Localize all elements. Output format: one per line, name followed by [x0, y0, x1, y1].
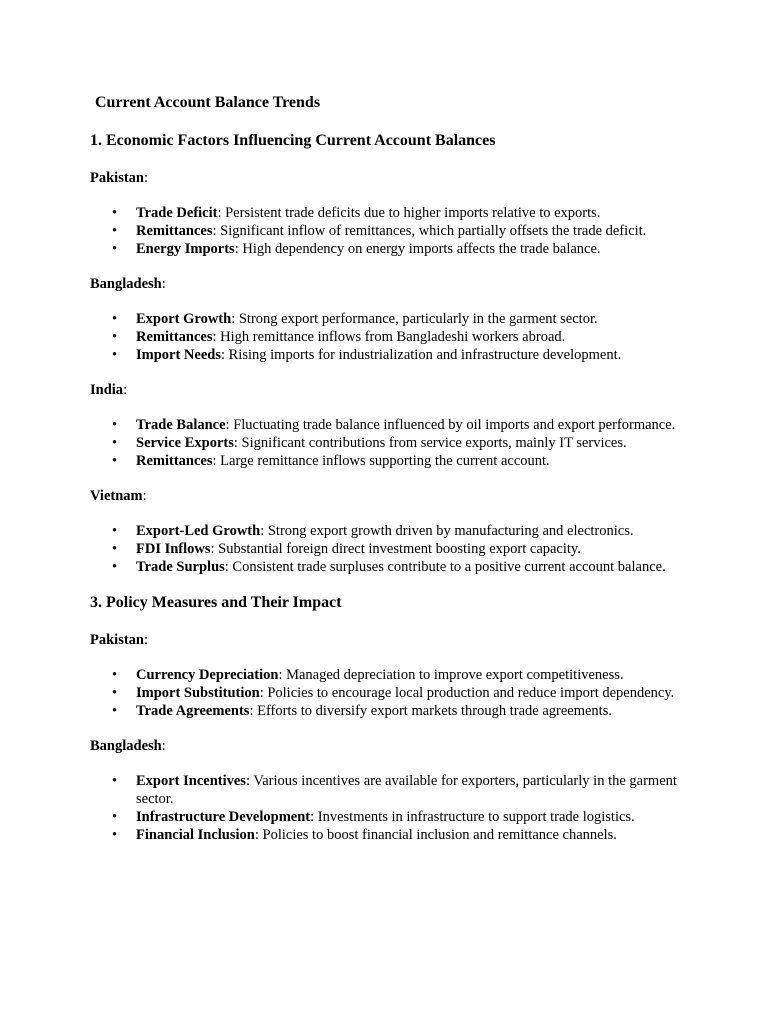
item-desc: : Investments in infrastructure to support trade logistics.: [310, 809, 635, 825]
bullet-list-bangladesh-factors: [90, 310, 680, 364]
item-term: Trade Agreements: [136, 703, 250, 719]
list-item: [136, 702, 680, 720]
item-term: Import Needs: [136, 347, 221, 363]
item-desc: : Substantial foreign direct investment boosting export capacity.: [210, 541, 581, 557]
item-desc: : Fluctuating trade balance influenced by oil imports and export performance.: [225, 417, 676, 433]
item-term: Import Substitution: [136, 685, 260, 701]
country-name: India: [90, 382, 124, 398]
item-term: Service Exports: [136, 435, 234, 451]
country-label-india: India:: [90, 382, 128, 398]
bullet-list-bangladesh-policy: [90, 772, 680, 844]
list-item: [136, 666, 680, 684]
list-item: [136, 540, 680, 558]
item-term: Remittances: [136, 329, 213, 345]
country-label-bangladesh: Bangladesh:: [90, 276, 166, 292]
list-item: [136, 558, 680, 576]
item-desc: : Strong export performance, particularly in the garment sector.: [231, 311, 598, 327]
country-name: Pakistan: [90, 632, 144, 648]
list-item: [136, 240, 680, 258]
item-desc: : Efforts to diversify export markets through trade agreements.: [249, 703, 612, 719]
item-term: Currency Depreciation: [136, 667, 279, 683]
item-term: Energy Imports: [136, 241, 235, 257]
bullet-list-vietnam-factors: [90, 522, 680, 576]
item-desc: : Significant contributions from service exports, mainly IT services.: [233, 435, 627, 451]
list-item: [136, 808, 680, 826]
item-desc: : Policies to encourage local production and reduce import dependency.: [259, 685, 675, 701]
item-desc: : High dependency on energy imports affects the trade balance.: [234, 241, 601, 257]
document-page: [90, 92, 680, 844]
item-term: Trade Deficit: [136, 205, 218, 221]
list-item: [136, 310, 680, 328]
item-desc: : Managed depreciation to improve export competitiveness.: [278, 667, 624, 683]
list-item: [136, 328, 680, 346]
item-desc: : Strong export growth driven by manufacturing and electronics.: [260, 523, 634, 539]
bullet-list-pakistan-policy: [90, 666, 680, 720]
list-item: [136, 684, 680, 702]
item-desc: : Rising imports for industrialization and infrastructure development.: [220, 347, 622, 363]
item-term: Export Growth: [136, 311, 232, 327]
list-item: [136, 826, 680, 844]
list-item: [136, 416, 680, 434]
country-label-bangladesh-policy: Bangladesh:: [90, 738, 166, 754]
document-title: Current Account Balance Trends: [95, 94, 321, 111]
list-item: [136, 772, 680, 808]
list-item: [136, 522, 680, 540]
list-item: [136, 434, 680, 452]
list-item: [136, 222, 680, 240]
item-desc: : High remittance inflows from Bangladeshi workers abroad.: [212, 329, 566, 345]
country-label-vietnam: Vietnam:: [90, 488, 147, 504]
item-desc: : Persistent trade deficits due to higher imports relative to exports.: [217, 205, 601, 221]
item-desc: : Consistent trade surpluses contribute to a positive current account balance.: [224, 559, 666, 575]
item-term: Export Incentives: [136, 773, 246, 789]
section-heading-policy-measures: 3. Policy Measures and Their Impact: [90, 594, 342, 611]
country-name: Vietnam: [90, 488, 143, 504]
bullet-list-pakistan-factors: [90, 204, 680, 258]
section-heading-economic-factors: 1. Economic Factors Influencing Current Account Balances: [90, 132, 496, 149]
item-term: Remittances: [136, 223, 213, 239]
country-name: Bangladesh: [90, 738, 162, 754]
item-term: Export-Led Growth: [136, 523, 261, 539]
item-desc: : Significant inflow of remittances, which partially offsets the trade deficit.: [212, 223, 647, 239]
item-term: Financial Inclusion: [136, 827, 255, 843]
item-term: Trade Surplus: [136, 559, 225, 575]
country-name: Bangladesh: [90, 276, 162, 292]
item-desc: : Various incentives are available for exporters, particularly in the garment sector.: [136, 773, 677, 807]
list-item: [136, 452, 680, 470]
item-term: FDI Inflows: [136, 541, 211, 557]
item-desc: : Policies to boost financial inclusion and remittance channels.: [254, 827, 617, 843]
list-item: [136, 204, 680, 222]
item-desc: : Large remittance inflows supporting the current account.: [212, 453, 550, 469]
list-item: [136, 346, 680, 364]
item-term: Remittances: [136, 453, 213, 469]
item-term: Infrastructure Development: [136, 809, 311, 825]
country-name: Pakistan: [90, 170, 144, 186]
country-label-pakistan: Pakistan:: [90, 170, 149, 186]
bullet-list-india-factors: [90, 416, 680, 470]
country-label-pakistan-policy: Pakistan:: [90, 632, 149, 648]
item-term: Trade Balance: [136, 417, 226, 433]
